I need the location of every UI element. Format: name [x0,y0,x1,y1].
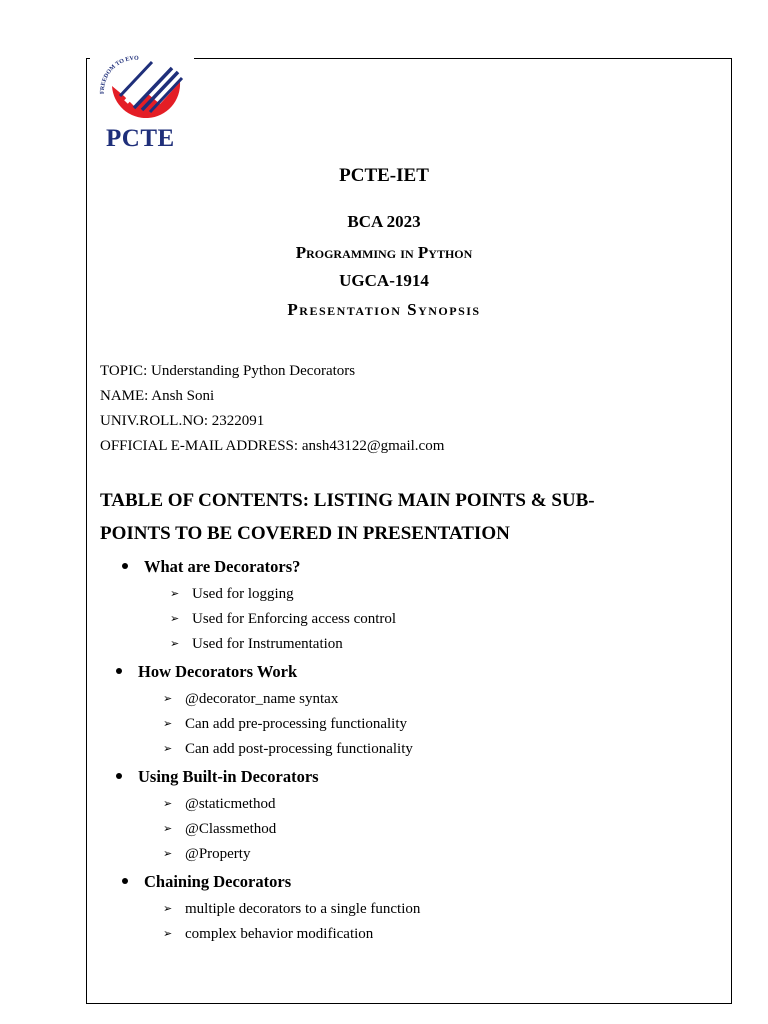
program-year: BCA 2023 [347,212,421,231]
arrow-bullet-icon: ➢ [163,717,173,730]
toc-sub-item: ➢ Used for Instrumentation [170,636,343,652]
arrow-bullet-icon: ➢ [163,742,173,755]
toc-sub-item: ➢ Used for Enforcing access control [170,611,397,627]
arrow-bullet-icon: ➢ [163,847,173,860]
arrow-bullet-icon: ➢ [170,637,180,650]
toc-sub-item: ➢ multiple decorators to a single function [163,901,421,917]
arrow-bullet-icon: ➢ [163,927,173,940]
roll-number-line: UNIV.ROLL.NO: 2322091 [100,413,265,429]
topic-line: TOPIC: Understanding Python Decorators [100,363,356,379]
name-line: NAME: Ansh Soni [100,388,215,404]
toc-section-title: Chaining Decorators [122,872,291,892]
arrow-bullet-icon: ➢ [163,822,173,835]
arrow-bullet-icon: ➢ [170,612,180,625]
logo-wordmark: PCTE [106,125,175,152]
email-line: OFFICIAL E-MAIL ADDRESS: ansh43122@gmail.com [100,438,445,454]
subject-title: Programming in Python [295,243,473,262]
toc-sub-item: ➢ Can add post-processing functionality [163,741,413,757]
arrow-bullet-icon: ➢ [163,902,173,915]
document-type: Presentation Synopsis [287,300,481,319]
toc-section-title: Using Built-in Decorators [116,767,319,787]
toc-sub-item: ➢ Can add pre-processing functionality [163,716,408,732]
toc-heading-line-1: TABLE OF CONTENTS: LISTING MAIN POINTS & SUB- [100,490,595,511]
arrow-bullet-icon: ➢ [170,587,180,600]
bullet-icon [122,563,128,569]
toc-sub-item: ➢ Used for logging [170,586,294,602]
pcte-emblem-icon [90,52,194,132]
toc-sub-item: ➢ @Property [163,846,251,862]
arrow-bullet-icon: ➢ [163,692,173,705]
toc-sub-item: ➢ @Classmethod [163,821,277,837]
pcte-logo [90,52,194,152]
toc-heading-line-2: POINTS TO BE COVERED IN PRESENTATION [100,523,510,544]
toc-section-title: How Decorators Work [116,662,297,682]
toc-section-title: What are Decorators? [122,557,300,577]
bullet-icon [122,878,128,884]
bullet-icon [116,773,122,779]
arrow-bullet-icon: ➢ [163,797,173,810]
toc-sub-item: ➢ complex behavior modification [163,926,374,942]
toc-heading [100,484,700,550]
bullet-icon [116,668,122,674]
svg-text:FREEDOM TO EVOLVE: FREEDOM TO EVO [99,55,139,95]
toc-sub-item: ➢ @staticmethod [163,796,276,812]
institute-title: PCTE-IET [339,165,429,186]
course-code: UGCA-1914 [339,271,429,290]
toc-sub-item: ➢ @decorator_name syntax [163,691,339,707]
